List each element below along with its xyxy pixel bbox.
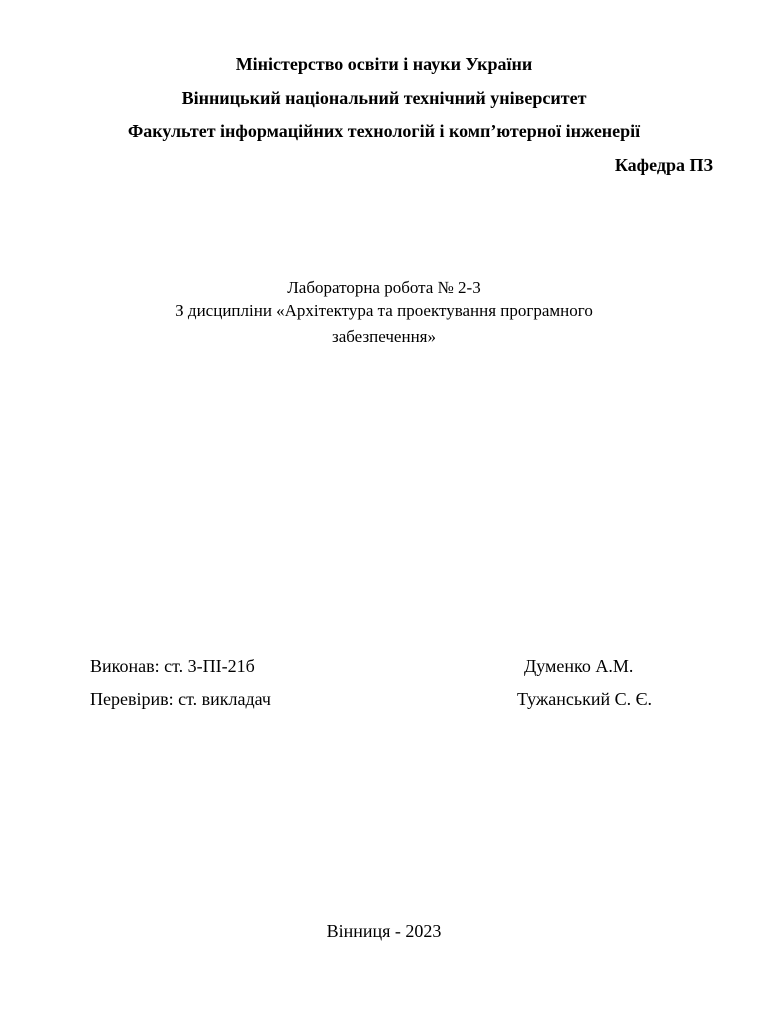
faculty-heading: Факультет інформаційних технологій і комп’ютерної інженерії xyxy=(127,121,641,141)
checked-by-label: Перевірив: ст. викладач xyxy=(90,689,271,709)
city-year: Вінниця - 2023 xyxy=(326,921,442,941)
department-label: Кафедра ПЗ xyxy=(614,155,713,175)
checked-by-name: Тужанський С. Є. xyxy=(517,689,653,709)
performed-by-name: Думенко А.М. xyxy=(524,656,634,676)
ministry-heading: Міністерство освіти і науки України xyxy=(235,54,533,74)
performed-by-label: Виконав: ст. 3-ПІ-21б xyxy=(90,656,255,676)
university-heading: Вінницький національний технічний університет xyxy=(181,88,587,108)
discipline-line-2: забезпечення» xyxy=(332,327,436,346)
work-title: Лабораторна робота № 2-3 xyxy=(287,278,481,297)
discipline-line-1: З дисципліни «Архітектура та проектування програмного xyxy=(175,301,593,320)
